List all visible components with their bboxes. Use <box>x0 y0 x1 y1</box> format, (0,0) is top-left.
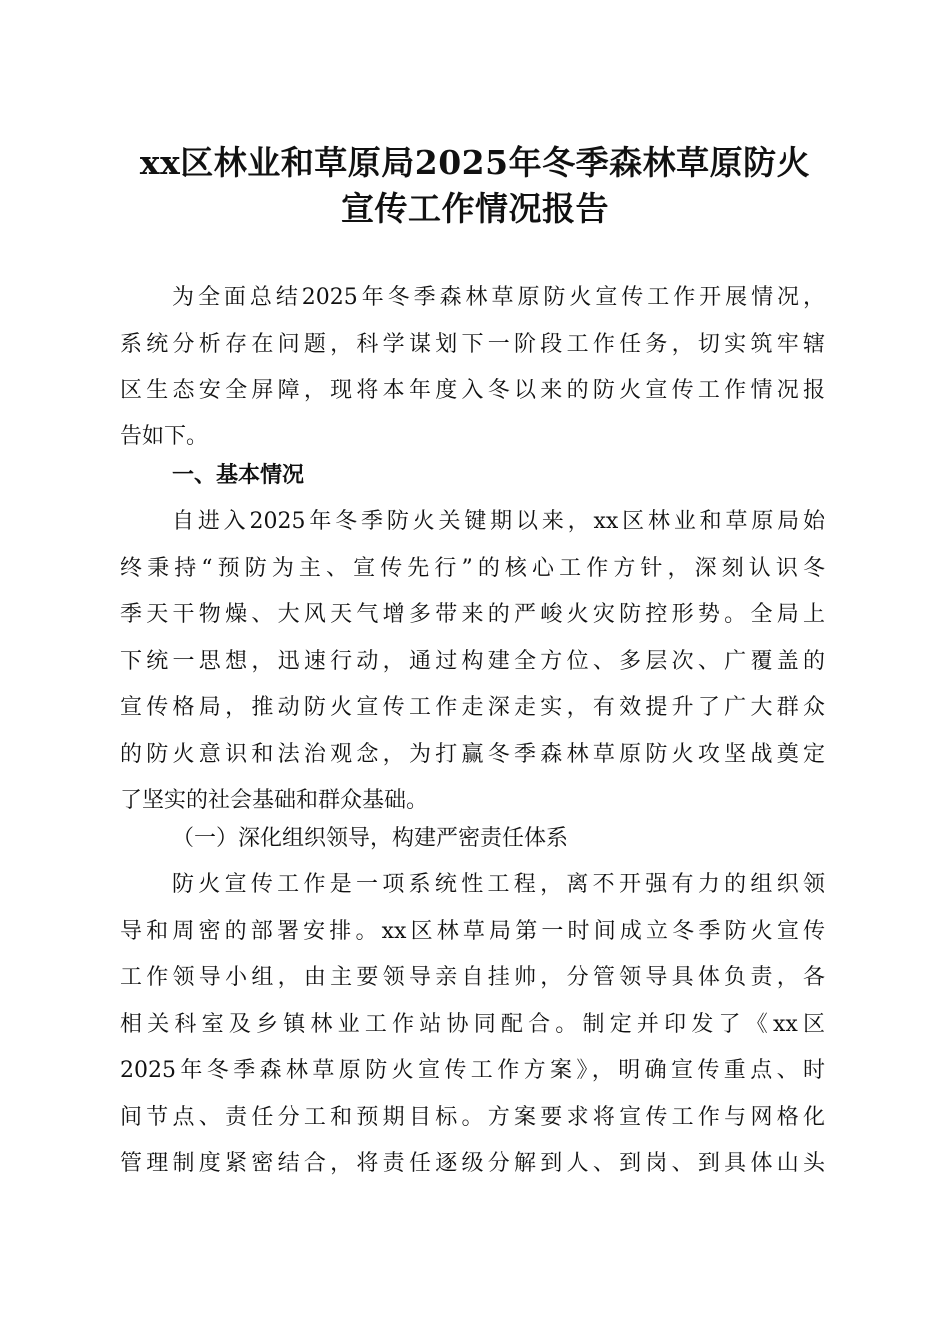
intro-line-3: 区生态安全屏障，现将本年度入冬以来的防火宣传工作情况报 <box>120 378 825 403</box>
section1-line-4: 下统一思想，迅速行动，通过构建全方位、多层次、广覆盖的 <box>120 649 825 674</box>
subsection1-line-1: 防火宣传工作是一项系统性工程，离不开强有力的组织领 <box>172 872 825 897</box>
document-title-line-1: xx区林业和草原局2025年冬季森林草原防火 <box>139 143 811 182</box>
subsection1-line-5: 2025年冬季森林草原防火宣传工作方案》，明确宣传重点、时 <box>120 1058 825 1083</box>
subsection1-line-6: 间节点、责任分工和预期目标。方案要求将宣传工作与网格化 <box>120 1105 825 1130</box>
subsection1-line-7: 管理制度紧密结合，将责任逐级分解到人、到岗、到具体山头 <box>120 1151 825 1176</box>
section-heading-basic-situation: 一、基本情况 <box>172 463 305 488</box>
subsection1-line-4: 相关科室及乡镇林业工作站协同配合。制定并印发了《xx区 <box>120 1012 825 1037</box>
subsection1-line-2: 导和周密的部署安排。xx区林草局第一时间成立冬季防火宣传 <box>120 919 825 944</box>
section1-line-6: 的防火意识和法治观念，为打赢冬季森林草原防火攻坚战奠定 <box>120 742 825 767</box>
document-title-line-2: 宣传工作情况报告 <box>341 189 609 228</box>
section1-line-5: 宣传格局，推动防火宣传工作走深走实，有效提升了广大群众 <box>120 695 825 720</box>
section1-line-7: 了坚实的社会基础和群众基础。 <box>120 788 429 813</box>
section1-line-3: 季天干物燥、大风天气增多带来的严峻火灾防控形势。全局上 <box>120 602 825 627</box>
intro-line-2: 系统分析存在问题，科学谋划下一阶段工作任务，切实筑牢辖 <box>120 332 825 357</box>
intro-line-1: 为全面总结2025年冬季森林草原防火宣传工作开展情况， <box>172 285 825 310</box>
intro-line-4: 告如下。 <box>120 424 209 449</box>
section1-line-1: 自进入2025年冬季防火关键期以来，xx区林业和草原局始 <box>172 509 825 534</box>
section1-line-2: 终秉持“预防为主、宣传先行”的核心工作方针，深刻认识冬 <box>120 556 825 581</box>
subsection-heading-organization: （一）深化组织领导，构建严密责任体系 <box>172 826 569 851</box>
subsection1-line-3: 工作领导小组，由主要领导亲自挂帅，分管领导具体负责，各 <box>120 965 825 990</box>
